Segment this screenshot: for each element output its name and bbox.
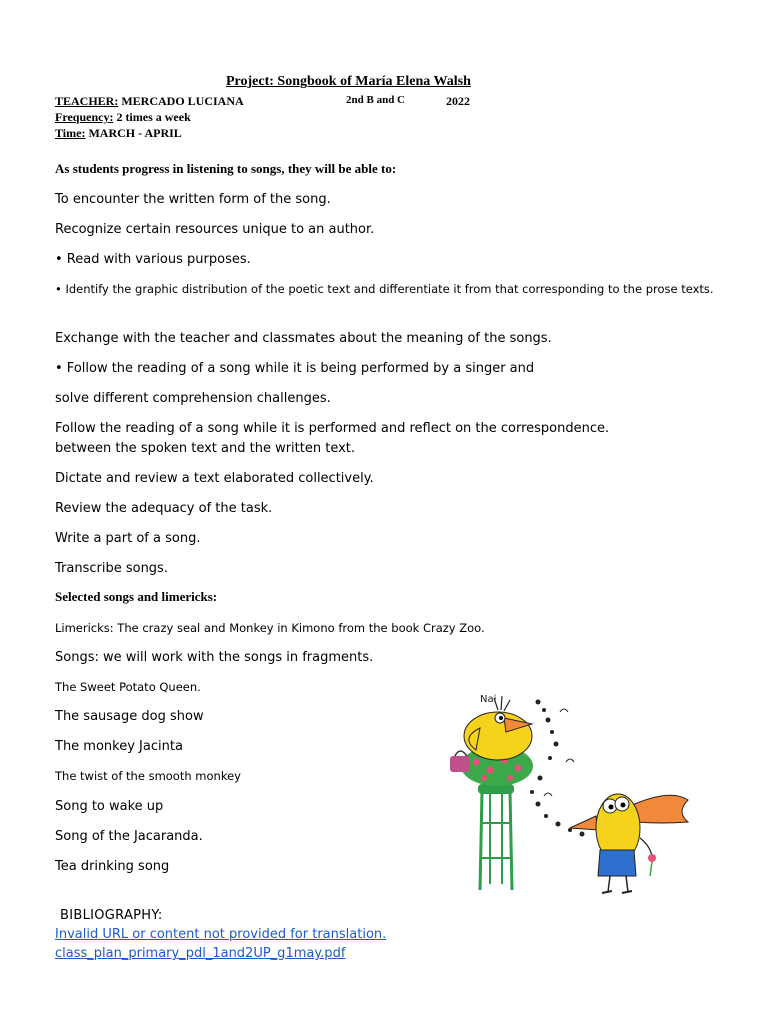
grades: 2nd B and C	[346, 94, 406, 106]
objective-item: Follow the reading of a song while it is performed and reflect on the correspondence.	[55, 421, 610, 436]
speech-text: Nai	[480, 694, 497, 705]
time-value: MARCH - APRIL	[88, 126, 182, 140]
objective-item: Transcribe songs.	[55, 561, 168, 576]
objective-item: Exchange with the teacher and classmates about the meaning of the songs.	[55, 331, 552, 346]
song-item: The monkey Jacinta	[55, 739, 183, 754]
frequency-line	[55, 110, 191, 125]
page-title: Project: Songbook of María Elena Walsh	[226, 74, 471, 89]
objective-item: • Read with various purposes.	[55, 252, 251, 267]
teacher-line	[55, 94, 244, 109]
objective-item: • Follow the reading of a song while it is being performed by a singer and	[55, 361, 535, 376]
bibliography-link-1[interactable]: Invalid URL or content not provided for translation.	[55, 927, 387, 942]
frequency-value: 2 times a week	[116, 110, 191, 124]
objective-item: Recognize certain resources unique to an author.	[55, 222, 375, 237]
song-item: The twist of the smooth monkey	[55, 769, 241, 783]
objective-item: Review the adequacy of the task.	[55, 501, 273, 516]
song-item: Song of the Jacaranda.	[55, 829, 203, 844]
objective-item: Write a part of a song.	[55, 531, 201, 546]
limericks-line: Limericks: The crazy seal and Monkey in Kimono from the book Crazy Zoo.	[55, 621, 485, 635]
year: 2022	[446, 94, 470, 108]
objective-item: Dictate and review a text elaborated collectively.	[55, 471, 374, 486]
time-label: Time:	[55, 126, 86, 140]
yellow-bird-graphic	[464, 696, 532, 760]
handbag-graphic	[450, 751, 470, 772]
objective-item: solve different comprehension challenges.	[55, 391, 331, 406]
second-bird-graphic	[570, 794, 688, 893]
bibliography-link-2[interactable]: class_plan_primary_pdl_1and2UP_g1may.pdf	[55, 946, 346, 961]
bibliography-label: BIBLIOGRAPHY:	[60, 908, 163, 923]
intro-heading: As students progress in listening to songs, they will be able to:	[55, 161, 397, 176]
song-item: Tea drinking song	[55, 859, 170, 874]
objective-item: To encounter the written form of the song.	[55, 192, 331, 207]
music-notes-graphic	[530, 700, 585, 837]
frequency-label: Frequency:	[55, 110, 114, 124]
song-item: The sausage dog show	[55, 709, 204, 724]
songs-intro: Songs: we will work with the songs in fragments.	[55, 650, 374, 665]
bird-illustration	[440, 688, 690, 903]
stool-graphic	[478, 784, 514, 890]
objective-item: between the spoken text and the written text.	[55, 441, 356, 456]
song-item: Song to wake up	[55, 799, 164, 814]
time-line	[55, 126, 182, 141]
selected-heading: Selected songs and limericks:	[55, 589, 218, 604]
song-item: The Sweet Potato Queen.	[55, 680, 201, 694]
teacher-name: MERCADO LUCIANA	[121, 94, 244, 108]
teacher-label: TEACHER:	[55, 94, 119, 108]
objective-item: • Identify the graphic distribution of the poetic text and differentiate it from that corresponding to the prose texts.	[55, 282, 714, 296]
